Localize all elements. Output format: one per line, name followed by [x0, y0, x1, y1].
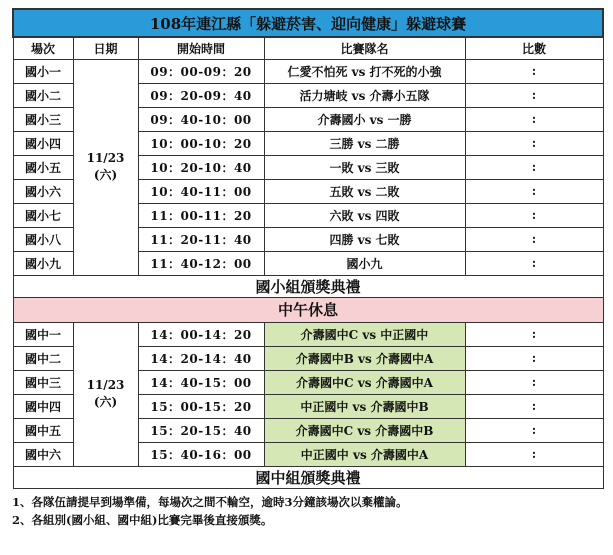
match-code: 國中二: [13, 346, 73, 370]
start-time: 10：00-10：20: [138, 131, 264, 155]
match-code: 國小八: [13, 227, 73, 251]
weekday-text: (六): [93, 168, 118, 182]
ceremony-label: 國小組頒獎典禮: [13, 275, 603, 297]
match-teams: 中正國中 vs 介壽國中B: [264, 394, 465, 418]
lunch-row: [13, 297, 603, 322]
header-date: 日期: [73, 37, 138, 59]
start-time: 14：40-15：00: [138, 370, 264, 394]
document-title: 108年連江縣「躲避菸害、迎向健康」躲避球賽: [13, 9, 603, 37]
match-teams: 介壽國中C vs 介壽國中A: [264, 370, 465, 394]
notes: [12, 493, 602, 529]
match-score: :: [465, 59, 603, 83]
match-score: :: [465, 394, 603, 418]
match-teams: 一敗 vs 三敗: [264, 155, 465, 179]
table-row: [13, 59, 603, 83]
start-time: 10：40-11：00: [138, 179, 264, 203]
match-score: :: [465, 442, 603, 466]
match-code: 國中六: [13, 442, 73, 466]
start-time: 14：00-14：20: [138, 322, 264, 346]
match-score: :: [465, 346, 603, 370]
match-score: :: [465, 155, 603, 179]
ceremony-label: 國中組頒獎典禮: [13, 466, 603, 488]
match-score: :: [465, 107, 603, 131]
match-code: 國小六: [13, 179, 73, 203]
ceremony-row: [13, 466, 603, 488]
lunch-label: 中午休息: [13, 297, 603, 322]
start-time: 10：20-10：40: [138, 155, 264, 179]
match-teams: 介壽國中C vs 中正國中: [264, 322, 465, 346]
match-score: :: [465, 370, 603, 394]
match-teams: 六敗 vs 四敗: [264, 203, 465, 227]
weekday-text: (六): [93, 395, 118, 409]
match-teams: 國小九: [264, 251, 465, 275]
note-1: 1、各隊伍請提早到場準備，每場次之間不輪空，逾時3分鐘該場次以棄權論。: [12, 494, 408, 509]
match-code: 國小四: [13, 131, 73, 155]
match-code: 國小三: [13, 107, 73, 131]
match-score: :: [465, 322, 603, 346]
match-code: 國中四: [13, 394, 73, 418]
match-score: :: [465, 203, 603, 227]
match-score: :: [465, 251, 603, 275]
match-score: :: [465, 179, 603, 203]
header-score: 比數: [465, 37, 603, 59]
table-row: [13, 322, 603, 346]
match-code: 國中一: [13, 322, 73, 346]
match-code: 國小九: [13, 251, 73, 275]
match-code: 國小五: [13, 155, 73, 179]
match-teams: 介壽國小 vs 一勝: [264, 107, 465, 131]
header-match: 比賽隊名: [264, 37, 465, 59]
start-time: 15：40-16：00: [138, 442, 264, 466]
start-time: 15：00-15：20: [138, 394, 264, 418]
match-date: [73, 322, 138, 466]
schedule-body: [13, 9, 603, 488]
match-teams: 介壽國中B vs 介壽國中A: [264, 346, 465, 370]
match-code: 國小七: [13, 203, 73, 227]
match-code: 國小二: [13, 83, 73, 107]
start-time: 09：40-10：00: [138, 107, 264, 131]
match-teams: 介壽國中C vs 介壽國中B: [264, 418, 465, 442]
start-time: 14：20-14：40: [138, 346, 264, 370]
match-code: 國中五: [13, 418, 73, 442]
match-score: :: [465, 227, 603, 251]
start-time: 09：00-09：20: [138, 59, 264, 83]
header-row: [13, 37, 603, 59]
start-time: 11：20-11：40: [138, 227, 264, 251]
start-time: 15：20-15：40: [138, 418, 264, 442]
match-teams: 活力塘岐 vs 介壽小五隊: [264, 83, 465, 107]
match-teams: 中正國中 vs 介壽國中A: [264, 442, 465, 466]
date-text: 11/23: [86, 378, 125, 392]
header-time: 開始時間: [138, 37, 264, 59]
match-score: :: [465, 83, 603, 107]
match-teams: 三勝 vs 二勝: [264, 131, 465, 155]
match-teams: 四勝 vs 七敗: [264, 227, 465, 251]
match-teams: 仁愛不怕死 vs 打不死的小強: [264, 59, 465, 83]
ceremony-row: [13, 275, 603, 297]
start-time: 11：40-12：00: [138, 251, 264, 275]
match-score: :: [465, 131, 603, 155]
start-time: 11：00-11：20: [138, 203, 264, 227]
match-code: 國小一: [13, 59, 73, 83]
note-2: 2、各組別(國小組、國中組)比賽完畢後直接頒獎。: [12, 512, 273, 527]
match-code: 國中三: [13, 370, 73, 394]
start-time: 09：20-09：40: [138, 83, 264, 107]
header-code: 場次: [13, 37, 73, 59]
match-score: :: [465, 418, 603, 442]
match-teams: 五敗 vs 二敗: [264, 179, 465, 203]
schedule-table: [12, 8, 604, 489]
date-text: 11/23: [86, 151, 125, 165]
match-date: [73, 59, 138, 275]
schedule-document: [12, 8, 602, 529]
